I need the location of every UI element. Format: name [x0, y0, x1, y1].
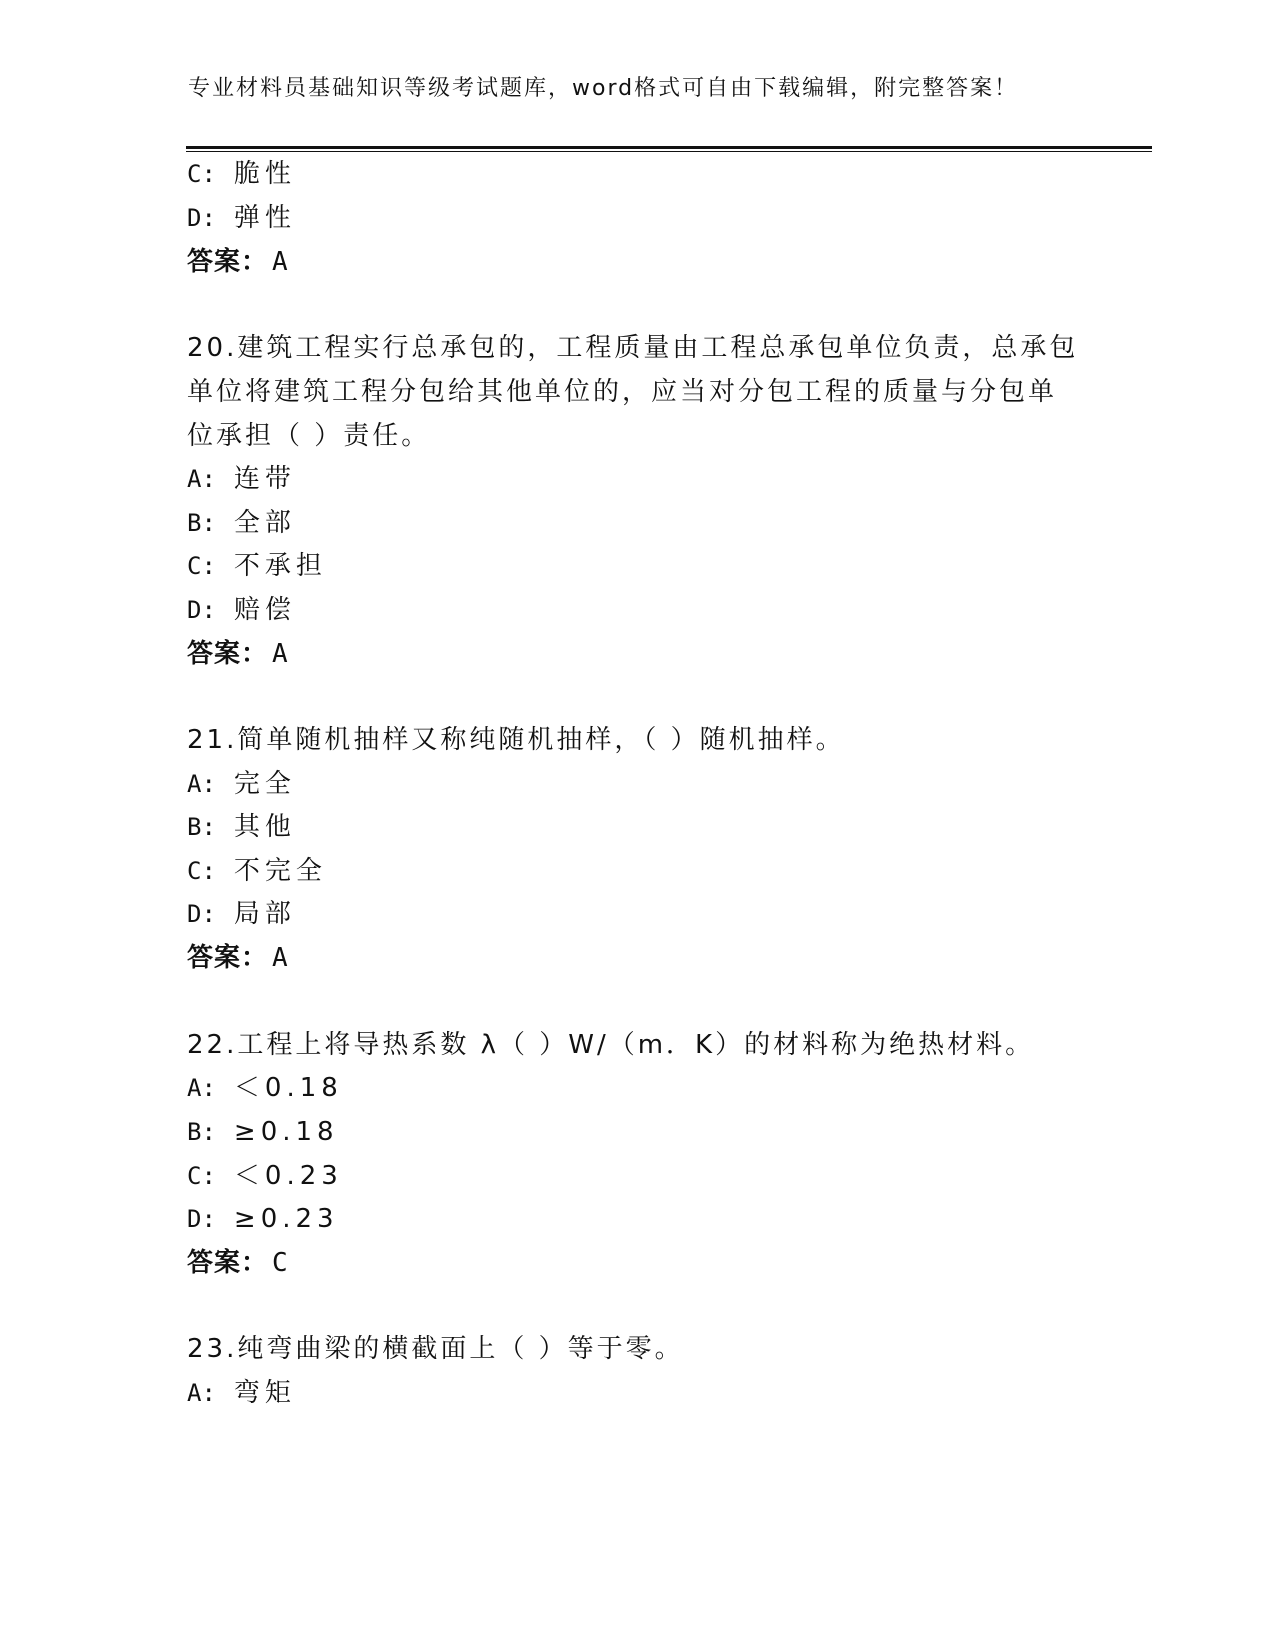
option-letter: A:	[187, 770, 216, 798]
answer-value: A	[272, 943, 289, 973]
option-text: 不承担	[233, 551, 327, 581]
option-line	[187, 592, 296, 628]
question-stem-line: 20.建筑工程实行总承包的，工程质量由工程总承包单位负责，总承包	[187, 333, 1079, 363]
option-letter: A:	[187, 1074, 216, 1102]
answer-line	[187, 636, 289, 672]
option-letter: D:	[187, 204, 216, 232]
question-stem-line: 单位将建筑工程分包给其他单位的，应当对分包工程的质量与分包单	[187, 377, 1058, 407]
option-text: 全部	[233, 508, 296, 538]
option-line	[187, 766, 296, 802]
header-rule-thick	[186, 146, 1152, 149]
option-letter: D:	[187, 1205, 216, 1233]
option-text: ≥0.18	[233, 1117, 339, 1147]
question-stem-line: 位承担（ ）责任。	[187, 421, 431, 451]
answer-label: 答案：	[187, 1248, 269, 1278]
question-stem-line: 21.简单随机抽样又称纯随机抽样，（ ）随机抽样。	[187, 725, 845, 755]
option-text: ＜0.23	[233, 1161, 343, 1191]
option-letter: B:	[187, 1118, 216, 1146]
option-letter: C:	[187, 160, 216, 188]
option-line	[187, 896, 296, 932]
option-letter: A:	[187, 465, 216, 493]
option-line	[187, 1070, 343, 1106]
answer-label: 答案：	[187, 943, 269, 973]
option-text: ≥0.23	[233, 1204, 339, 1234]
option-text: 连带	[233, 464, 296, 494]
option-text: 脆性	[233, 159, 296, 189]
option-letter: A:	[187, 1379, 216, 1407]
option-letter: C:	[187, 552, 216, 580]
option-line	[187, 1375, 296, 1411]
option-line	[187, 809, 296, 845]
option-text: 其他	[233, 812, 296, 842]
header-rule-thin	[186, 151, 1152, 152]
option-text: 不完全	[233, 856, 327, 886]
answer-line	[187, 244, 289, 280]
option-text: 完全	[233, 769, 296, 799]
option-text: 赔偿	[233, 595, 296, 625]
answer-value: C	[272, 1248, 289, 1278]
option-line	[187, 1114, 339, 1150]
answer-line	[187, 940, 289, 976]
question-stem-line: 23.纯弯曲梁的横截面上（ ）等于零。	[187, 1334, 684, 1364]
answer-label: 答案：	[187, 247, 269, 277]
answer-label: 答案：	[187, 639, 269, 669]
option-text: 弹性	[233, 203, 296, 233]
option-line	[187, 461, 296, 497]
option-letter: D:	[187, 596, 216, 624]
option-line	[187, 200, 296, 236]
option-text: 弯矩	[233, 1378, 296, 1408]
option-line	[187, 548, 327, 584]
option-text: 局部	[233, 899, 296, 929]
option-line	[187, 853, 327, 889]
option-line	[187, 505, 296, 541]
option-letter: C:	[187, 1162, 216, 1190]
option-line	[187, 156, 296, 192]
option-line	[187, 1201, 339, 1237]
option-line	[187, 1158, 343, 1194]
answer-line	[187, 1245, 289, 1281]
page-header: 专业材料员基础知识等级考试题库，word格式可自由下载编辑，附完整答案！	[188, 76, 1019, 101]
answer-value: A	[272, 247, 289, 277]
option-text: ＜0.18	[233, 1073, 343, 1103]
question-stem-line: 22.工程上将导热系数 λ（ ）W/（m．K）的材料称为绝热材料。	[187, 1030, 1035, 1060]
option-letter: B:	[187, 813, 216, 841]
option-letter: C:	[187, 857, 216, 885]
option-letter: B:	[187, 509, 216, 537]
answer-value: A	[272, 639, 289, 669]
option-letter: D:	[187, 900, 216, 928]
